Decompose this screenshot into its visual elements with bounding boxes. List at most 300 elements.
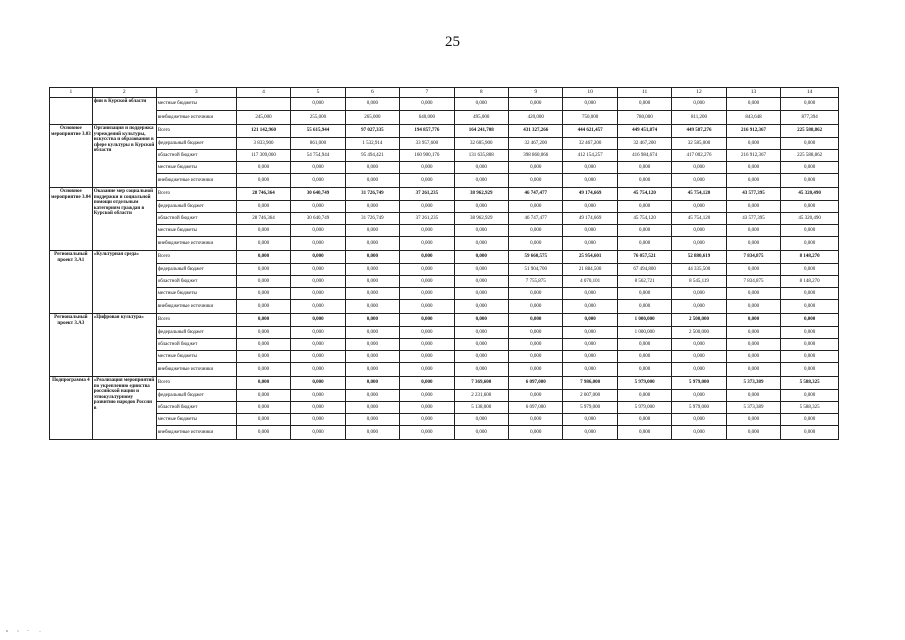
- value-cell: 0,000: [236, 225, 290, 237]
- value-cell: 0,000: [509, 414, 563, 426]
- value-cell: 30 640,749: [291, 188, 345, 201]
- value-cell: 5 588,325: [781, 402, 839, 414]
- value-cell: 1 000,000: [617, 327, 671, 339]
- value-cell: 0,000: [400, 363, 454, 377]
- value-cell: 194 857,776: [400, 125, 454, 138]
- value-cell: 0,000: [509, 351, 563, 363]
- value-cell: 0,000: [781, 174, 839, 188]
- value-cell: 0,000: [672, 351, 726, 363]
- value-cell: 0,000: [617, 225, 671, 237]
- value-cell: 0,000: [400, 98, 454, 111]
- value-cell: 0,000: [236, 162, 290, 174]
- funding-source-cell: федеральный бюджет: [156, 390, 236, 402]
- value-cell: 0,000: [781, 300, 839, 314]
- header-cell-9: 9: [509, 88, 563, 98]
- value-cell: 0,000: [509, 363, 563, 377]
- value-cell: 0,000: [291, 174, 345, 188]
- value-cell: 8 148,270: [781, 276, 839, 288]
- value-cell: 0,000: [781, 351, 839, 363]
- value-cell: 0,000: [454, 288, 508, 300]
- value-cell: 45 320,490: [781, 188, 839, 201]
- value-cell: 0,000: [454, 414, 508, 426]
- value-cell: 2 500,000: [672, 314, 726, 327]
- value-cell: 750,000: [563, 111, 617, 125]
- value-cell: 0,000: [726, 314, 780, 327]
- value-cell: 245,000: [236, 111, 290, 125]
- value-cell: 37 261,235: [400, 213, 454, 225]
- funding-source-cell: местные бюджеты: [156, 414, 236, 426]
- value-cell: 0,000: [291, 264, 345, 276]
- value-cell: 21 884,500: [563, 264, 617, 276]
- value-cell: 0,000: [617, 300, 671, 314]
- funding-source-cell: внебюджетные источники: [156, 237, 236, 251]
- value-cell: 0,000: [781, 225, 839, 237]
- funding-source-cell: федеральный бюджет: [156, 201, 236, 213]
- value-cell: 8 148,270: [781, 251, 839, 264]
- header-cell-13: 13: [726, 88, 780, 98]
- value-cell: 0,000: [236, 414, 290, 426]
- header-cell-3: 3: [156, 88, 236, 98]
- value-cell: 0,000: [236, 426, 290, 440]
- value-cell: 0,000: [345, 251, 399, 264]
- value-cell: 131 635,808: [454, 150, 508, 162]
- value-cell: 0,000: [291, 377, 345, 390]
- funding-source-cell: местные бюджеты: [156, 288, 236, 300]
- value-cell: 164 241,708: [454, 125, 508, 138]
- value-cell: 0,000: [345, 377, 399, 390]
- value-cell: 0,000: [672, 174, 726, 188]
- value-cell: 0,000: [454, 201, 508, 213]
- value-cell: 38 962,929: [454, 188, 508, 201]
- value-cell: 32 605,900: [454, 138, 508, 150]
- value-cell: 0,000: [617, 351, 671, 363]
- table-row: [50, 251, 839, 264]
- value-cell: 0,000: [345, 426, 399, 440]
- value-cell: 6 097,000: [509, 377, 563, 390]
- value-cell: 0,000: [345, 162, 399, 174]
- table-row: [50, 138, 839, 150]
- funding-source-cell: федеральный бюджет: [156, 138, 236, 150]
- value-cell: 0,000: [291, 162, 345, 174]
- value-cell: 0,000: [454, 98, 508, 111]
- value-cell: 0,000: [291, 276, 345, 288]
- value-cell: 0,000: [672, 363, 726, 377]
- value-cell: 7 369,600: [454, 377, 508, 390]
- value-cell: 0,000: [400, 339, 454, 351]
- value-cell: 843,648: [726, 111, 780, 125]
- value-cell: 431 327,266: [509, 125, 563, 138]
- table-row: [50, 390, 839, 402]
- funding-source-cell: Всего: [156, 251, 236, 264]
- value-cell: 0,000: [563, 339, 617, 351]
- value-cell: 0,000: [400, 174, 454, 188]
- funding-source-cell: местные бюджеты: [156, 98, 236, 111]
- value-cell: 420,000: [509, 111, 563, 125]
- value-cell: 0,000: [291, 390, 345, 402]
- value-cell: 0,000: [400, 264, 454, 276]
- value-cell: 5 138,000: [454, 402, 508, 414]
- header-row: [50, 88, 839, 98]
- value-cell: 0,000: [400, 351, 454, 363]
- value-cell: 0,000: [236, 327, 290, 339]
- header-cell-8: 8: [454, 88, 508, 98]
- value-cell: 0,000: [563, 426, 617, 440]
- value-cell: 95 494,421: [345, 150, 399, 162]
- value-cell: 32 467,200: [509, 138, 563, 150]
- value-cell: 225 588,862: [781, 150, 839, 162]
- funding-source-cell: областной бюджет: [156, 339, 236, 351]
- value-cell: 0,000: [617, 363, 671, 377]
- header-cell-4: 4: [236, 88, 290, 98]
- section-code-cell: Подпрограмма 4: [50, 377, 93, 440]
- value-cell: 0,000: [726, 351, 780, 363]
- value-cell: 0,000: [509, 201, 563, 213]
- table-row: [50, 174, 839, 188]
- value-cell: 0,000: [345, 201, 399, 213]
- section-code-cell: Основное мероприятие 3.03: [50, 125, 93, 188]
- value-cell: 780,000: [617, 111, 671, 125]
- value-cell: 0,000: [617, 339, 671, 351]
- value-cell: 811,200: [672, 111, 726, 125]
- value-cell: 0,000: [236, 363, 290, 377]
- value-cell: 0,000: [291, 351, 345, 363]
- value-cell: 0,000: [291, 98, 345, 111]
- value-cell: 5 979,000: [617, 377, 671, 390]
- funding-source-cell: местные бюджеты: [156, 162, 236, 174]
- funding-source-cell: местные бюджеты: [156, 225, 236, 237]
- value-cell: 412 154,257: [563, 150, 617, 162]
- value-cell: 0,000: [400, 390, 454, 402]
- value-cell: 0,000: [672, 98, 726, 111]
- value-cell: 38 962,929: [454, 213, 508, 225]
- page-number: 25: [445, 34, 460, 50]
- header-cell-5: 5: [291, 88, 345, 98]
- section-name-cell: «Цифровая культура»: [92, 314, 156, 377]
- value-cell: 0,000: [236, 276, 290, 288]
- value-cell: 97 027,335: [345, 125, 399, 138]
- value-cell: 2 007,000: [563, 390, 617, 402]
- value-cell: 0,000: [236, 288, 290, 300]
- value-cell: 0,000: [509, 225, 563, 237]
- table-row: [50, 414, 839, 426]
- value-cell: 265,000: [345, 111, 399, 125]
- value-cell: 0,000: [454, 174, 508, 188]
- header-cell-10: 10: [563, 88, 617, 98]
- funding-source-cell: федеральный бюджет: [156, 264, 236, 276]
- value-cell: 32 467,200: [617, 138, 671, 150]
- table-row: [50, 377, 839, 390]
- value-cell: 0,000: [509, 426, 563, 440]
- value-cell: 0,000: [781, 363, 839, 377]
- header-cell-1: 1: [50, 88, 93, 98]
- value-cell: 0,000: [454, 276, 508, 288]
- value-cell: 0,000: [400, 276, 454, 288]
- value-cell: 0,000: [236, 377, 290, 390]
- value-cell: 0,000: [454, 363, 508, 377]
- funding-source-cell: внебюджетные источники: [156, 426, 236, 440]
- value-cell: 0,000: [781, 288, 839, 300]
- table-row: [50, 288, 839, 300]
- value-cell: 117 309,060: [236, 150, 290, 162]
- header-cell-6: 6: [345, 88, 399, 98]
- value-cell: 0,000: [236, 237, 290, 251]
- value-cell: 0,000: [781, 138, 839, 150]
- value-cell: 0,000: [400, 414, 454, 426]
- value-cell: 32 585,000: [672, 138, 726, 150]
- section-name-cell: «Культурная среда»: [92, 251, 156, 314]
- value-cell: 0,000: [781, 390, 839, 402]
- value-cell: 0,000: [345, 339, 399, 351]
- value-cell: 449 587,276: [672, 125, 726, 138]
- value-cell: 0,000: [509, 314, 563, 327]
- table-row: [50, 111, 839, 125]
- value-cell: 0,000: [672, 414, 726, 426]
- section-code-cell: Основное мероприятие 3.04: [50, 188, 93, 251]
- value-cell: 0,000: [345, 351, 399, 363]
- table-row: [50, 237, 839, 251]
- value-cell: [236, 98, 290, 111]
- value-cell: 0,000: [781, 162, 839, 174]
- funding-source-cell: местные бюджеты: [156, 351, 236, 363]
- value-cell: 0,000: [509, 288, 563, 300]
- value-cell: 0,000: [236, 264, 290, 276]
- value-cell: 0,000: [672, 225, 726, 237]
- value-cell: 0,000: [291, 363, 345, 377]
- value-cell: 0,000: [563, 174, 617, 188]
- value-cell: 0,000: [345, 276, 399, 288]
- value-cell: 449 451,874: [617, 125, 671, 138]
- value-cell: 0,000: [454, 225, 508, 237]
- table-row: [50, 188, 839, 201]
- value-cell: 54 754,944: [291, 150, 345, 162]
- value-cell: 0,000: [726, 264, 780, 276]
- section-name-cell: Оказание мер социальной поддержки и социальной помощи отдельным категориям граждан в Курской области: [92, 188, 156, 251]
- value-cell: 49 174,669: [563, 213, 617, 225]
- value-cell: 0,000: [291, 314, 345, 327]
- value-cell: 0,000: [345, 288, 399, 300]
- value-cell: 8 562,721: [617, 276, 671, 288]
- funding-source-cell: областной бюджет: [156, 276, 236, 288]
- value-cell: 0,000: [726, 98, 780, 111]
- value-cell: 0,000: [617, 414, 671, 426]
- value-cell: 0,000: [617, 237, 671, 251]
- table-row: [50, 339, 839, 351]
- header-cell-12: 12: [672, 88, 726, 98]
- table-row: [50, 162, 839, 174]
- value-cell: 59 660,575: [509, 251, 563, 264]
- section-name-cell: Организация и поддержка учреждений культуры, искусства и образования в сфере культуры в Курской области: [92, 125, 156, 188]
- value-cell: 160 900,176: [400, 150, 454, 162]
- value-cell: 0,000: [345, 98, 399, 111]
- value-cell: 0,000: [291, 225, 345, 237]
- table-row: [50, 201, 839, 213]
- value-cell: 33 957,600: [400, 138, 454, 150]
- value-cell: 0,000: [726, 237, 780, 251]
- value-cell: 0,000: [291, 327, 345, 339]
- value-cell: 0,000: [617, 162, 671, 174]
- value-cell: 0,000: [345, 414, 399, 426]
- value-cell: 0,000: [726, 288, 780, 300]
- value-cell: 55 615,944: [291, 125, 345, 138]
- value-cell: 28 746,364: [236, 188, 290, 201]
- value-cell: 121 142,960: [236, 125, 290, 138]
- section-code-cell: [50, 98, 93, 125]
- value-cell: 0,000: [454, 314, 508, 327]
- value-cell: 31 726,749: [345, 213, 399, 225]
- value-cell: 2 500,000: [672, 327, 726, 339]
- value-cell: 0,000: [345, 237, 399, 251]
- value-cell: 31 726,749: [345, 188, 399, 201]
- value-cell: 5 979,000: [672, 377, 726, 390]
- header-cell-11: 11: [617, 88, 671, 98]
- section-name-cell: фии в Курской области: [92, 98, 156, 125]
- value-cell: 32 467,200: [563, 138, 617, 150]
- funding-source-cell: областной бюджет: [156, 213, 236, 225]
- funding-source-cell: Всего: [156, 125, 236, 138]
- value-cell: 0,000: [617, 426, 671, 440]
- value-cell: 0,000: [509, 327, 563, 339]
- value-cell: 861,000: [291, 138, 345, 150]
- value-cell: 76 057,521: [617, 251, 671, 264]
- value-cell: 0,000: [617, 98, 671, 111]
- value-cell: 0,000: [509, 339, 563, 351]
- value-cell: 0,000: [509, 237, 563, 251]
- value-cell: 0,000: [454, 251, 508, 264]
- value-cell: 0,000: [563, 288, 617, 300]
- value-cell: 0,000: [400, 201, 454, 213]
- table-row: [50, 300, 839, 314]
- value-cell: 0,000: [726, 339, 780, 351]
- value-cell: 0,000: [400, 225, 454, 237]
- header-cell-14: 14: [781, 88, 839, 98]
- value-cell: 0,000: [563, 314, 617, 327]
- value-cell: 0,000: [563, 98, 617, 111]
- value-cell: 0,000: [291, 201, 345, 213]
- value-cell: 44 335,500: [672, 264, 726, 276]
- value-cell: 0,000: [781, 426, 839, 440]
- value-cell: 0,000: [726, 390, 780, 402]
- value-cell: 0,000: [781, 98, 839, 111]
- value-cell: 5 979,000: [672, 402, 726, 414]
- table-row: [50, 327, 839, 339]
- value-cell: 0,000: [726, 162, 780, 174]
- value-cell: 0,000: [291, 237, 345, 251]
- header-cell-2: 2: [92, 88, 156, 98]
- table-row: [50, 426, 839, 440]
- value-cell: 46 747,477: [509, 188, 563, 201]
- value-cell: 0,000: [672, 237, 726, 251]
- value-cell: 640,000: [400, 111, 454, 125]
- value-cell: 0,000: [726, 414, 780, 426]
- value-cell: 417 002,276: [672, 150, 726, 162]
- value-cell: 416 984,674: [617, 150, 671, 162]
- funding-source-cell: Всего: [156, 377, 236, 390]
- value-cell: 0,000: [345, 390, 399, 402]
- value-cell: 0,000: [236, 300, 290, 314]
- value-cell: 0,000: [291, 339, 345, 351]
- table-row: [50, 150, 839, 162]
- funding-source-cell: внебюджетные источники: [156, 174, 236, 188]
- value-cell: 45 754,120: [617, 213, 671, 225]
- header-cell-7: 7: [400, 88, 454, 98]
- value-cell: 0,000: [672, 426, 726, 440]
- value-cell: 0,000: [400, 314, 454, 327]
- value-cell: 0,000: [672, 339, 726, 351]
- value-cell: 28 746,364: [236, 213, 290, 225]
- value-cell: 0,000: [454, 327, 508, 339]
- value-cell: 0,000: [781, 414, 839, 426]
- value-cell: 49 174,669: [563, 188, 617, 201]
- value-cell: 0,000: [291, 402, 345, 414]
- value-cell: 0,000: [509, 390, 563, 402]
- value-cell: 5 979,000: [617, 402, 671, 414]
- value-cell: 0,000: [617, 288, 671, 300]
- value-cell: 0,000: [236, 174, 290, 188]
- value-cell: 0,000: [509, 174, 563, 188]
- section-name-cell: «Реализация мероприятий по укреплению единства российской нации и этнокультурному развитию народов России в: [92, 377, 156, 440]
- value-cell: 0,000: [672, 300, 726, 314]
- value-cell: 3 833,900: [236, 138, 290, 150]
- value-cell: 0,000: [781, 237, 839, 251]
- funding-source-cell: Всего: [156, 188, 236, 201]
- value-cell: 0,000: [400, 426, 454, 440]
- value-cell: 0,000: [726, 201, 780, 213]
- table-row: [50, 125, 839, 138]
- value-cell: 52 880,619: [672, 251, 726, 264]
- value-cell: 0,000: [672, 390, 726, 402]
- value-cell: 43 577,395: [726, 188, 780, 201]
- value-cell: 0,000: [781, 339, 839, 351]
- value-cell: 0,000: [454, 339, 508, 351]
- value-cell: 216 912,367: [726, 150, 780, 162]
- value-cell: 0,000: [236, 390, 290, 402]
- value-cell: 45 754,120: [672, 188, 726, 201]
- value-cell: 0,000: [345, 327, 399, 339]
- value-cell: 5 373,389: [726, 377, 780, 390]
- value-cell: 43 577,395: [726, 213, 780, 225]
- value-cell: 0,000: [454, 300, 508, 314]
- value-cell: 5 979,000: [563, 402, 617, 414]
- value-cell: 0,000: [617, 390, 671, 402]
- value-cell: 0,000: [345, 402, 399, 414]
- value-cell: 0,000: [400, 327, 454, 339]
- value-cell: 0,000: [672, 162, 726, 174]
- value-cell: 0,000: [345, 264, 399, 276]
- value-cell: 0,000: [454, 351, 508, 363]
- value-cell: 0,000: [726, 300, 780, 314]
- funding-source-cell: федеральный бюджет: [156, 327, 236, 339]
- value-cell: 0,000: [400, 377, 454, 390]
- value-cell: 0,000: [400, 251, 454, 264]
- value-cell: 0,000: [400, 300, 454, 314]
- value-cell: 67 494,800: [617, 264, 671, 276]
- value-cell: 45 320,490: [781, 213, 839, 225]
- value-cell: 51 904,700: [509, 264, 563, 276]
- value-cell: 0,000: [454, 162, 508, 174]
- scan-artifact: [4, 628, 64, 634]
- value-cell: 0,000: [236, 351, 290, 363]
- value-cell: 7 834,875: [726, 276, 780, 288]
- value-cell: 0,000: [563, 225, 617, 237]
- value-cell: 0,000: [291, 288, 345, 300]
- budget-table: [49, 87, 839, 440]
- value-cell: 0,000: [400, 237, 454, 251]
- value-cell: 398 860,066: [509, 150, 563, 162]
- value-cell: 0,000: [726, 327, 780, 339]
- value-cell: 0,000: [291, 300, 345, 314]
- section-code-cell: Региональный проект 3.А3: [50, 314, 93, 377]
- value-cell: 0,000: [781, 327, 839, 339]
